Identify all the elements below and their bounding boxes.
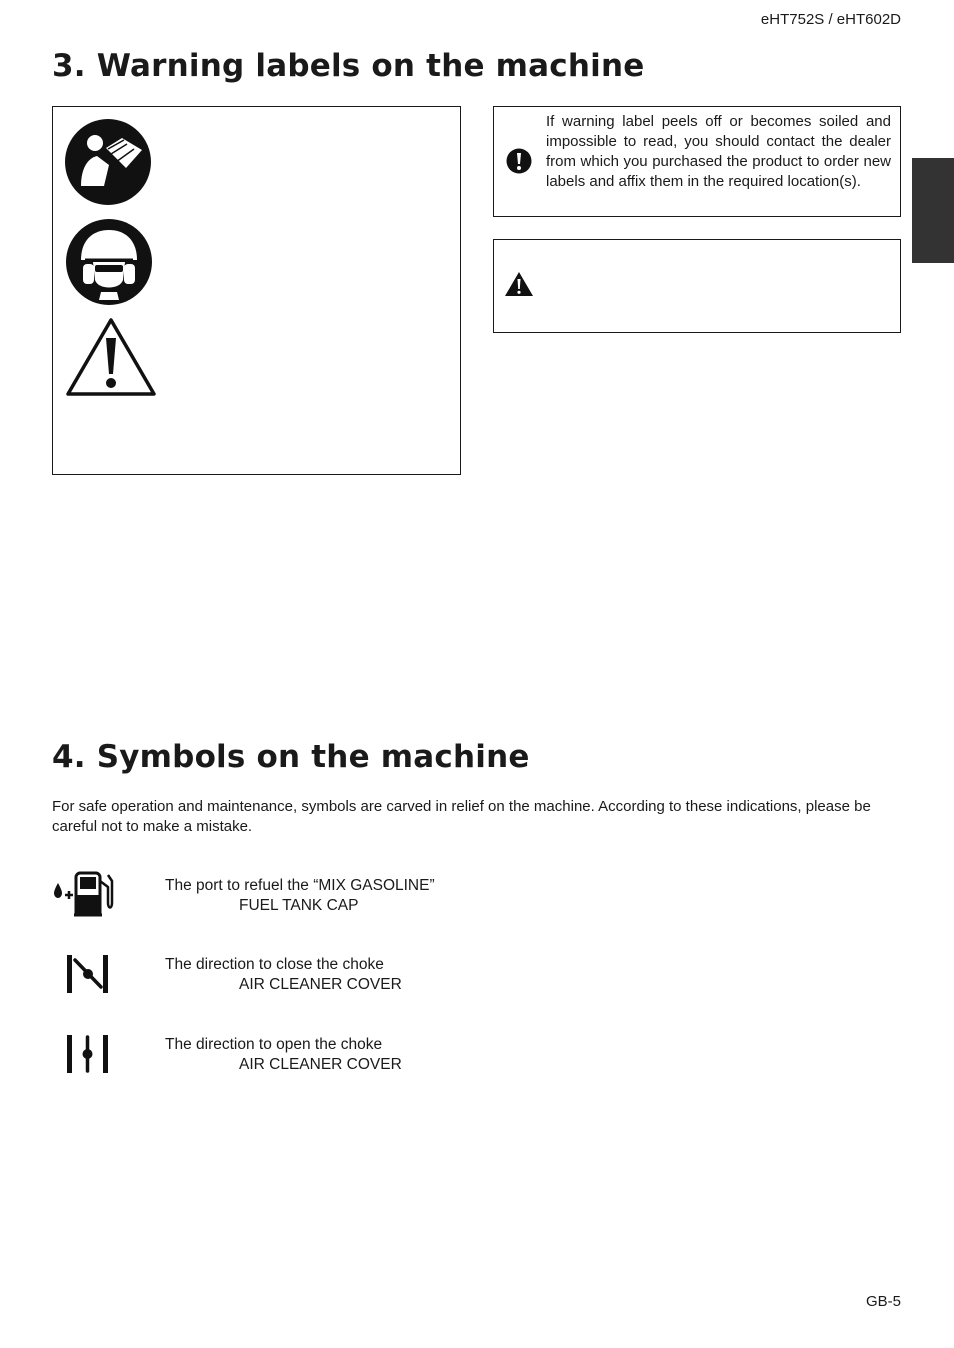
read-manual-icon bbox=[64, 118, 152, 206]
section-4-title: 4. Symbols on the machine bbox=[52, 739, 530, 775]
warning-triangle-icon bbox=[65, 316, 157, 398]
exclamation-circle-icon bbox=[506, 148, 532, 174]
symbol-location: FUEL TANK CAP bbox=[239, 897, 359, 914]
symbol-location: AIR CLEANER COVER bbox=[239, 976, 402, 993]
fuel-pump-icon bbox=[52, 871, 118, 919]
symbol-description: The direction to close the choke bbox=[165, 956, 384, 973]
warning-box bbox=[493, 239, 901, 333]
choke-closed-icon bbox=[66, 954, 110, 994]
notice-text: If warning label peels off or becomes soiled and impossible to read, you should contact the dealer from which you purchased the product to order new labels and affix them in the required location(s). bbox=[546, 113, 891, 190]
model-name: eHT752S / eHT602D bbox=[760, 11, 901, 28]
label-replacement-notice bbox=[493, 106, 901, 217]
warning-triangle-icon bbox=[504, 271, 534, 297]
symbol-location: AIR CLEANER COVER bbox=[239, 1056, 402, 1073]
symbol-description: The port to refuel the “MIX GASOLINE” bbox=[165, 877, 435, 894]
section-3-title: 3. Warning labels on the machine bbox=[52, 48, 645, 84]
symbol-description: The direction to open the choke bbox=[165, 1036, 383, 1053]
warning-labels-panel bbox=[52, 106, 461, 475]
section-tab-marker bbox=[912, 158, 954, 263]
wear-protection-icon bbox=[65, 218, 153, 306]
choke-open-icon bbox=[66, 1034, 110, 1074]
section-4-intro: For safe operation and maintenance, symbols are carved in relief on the machine. According to these indications, please be careful not to make a mistake. bbox=[52, 798, 871, 835]
page-number: GB-5 bbox=[865, 1293, 901, 1310]
